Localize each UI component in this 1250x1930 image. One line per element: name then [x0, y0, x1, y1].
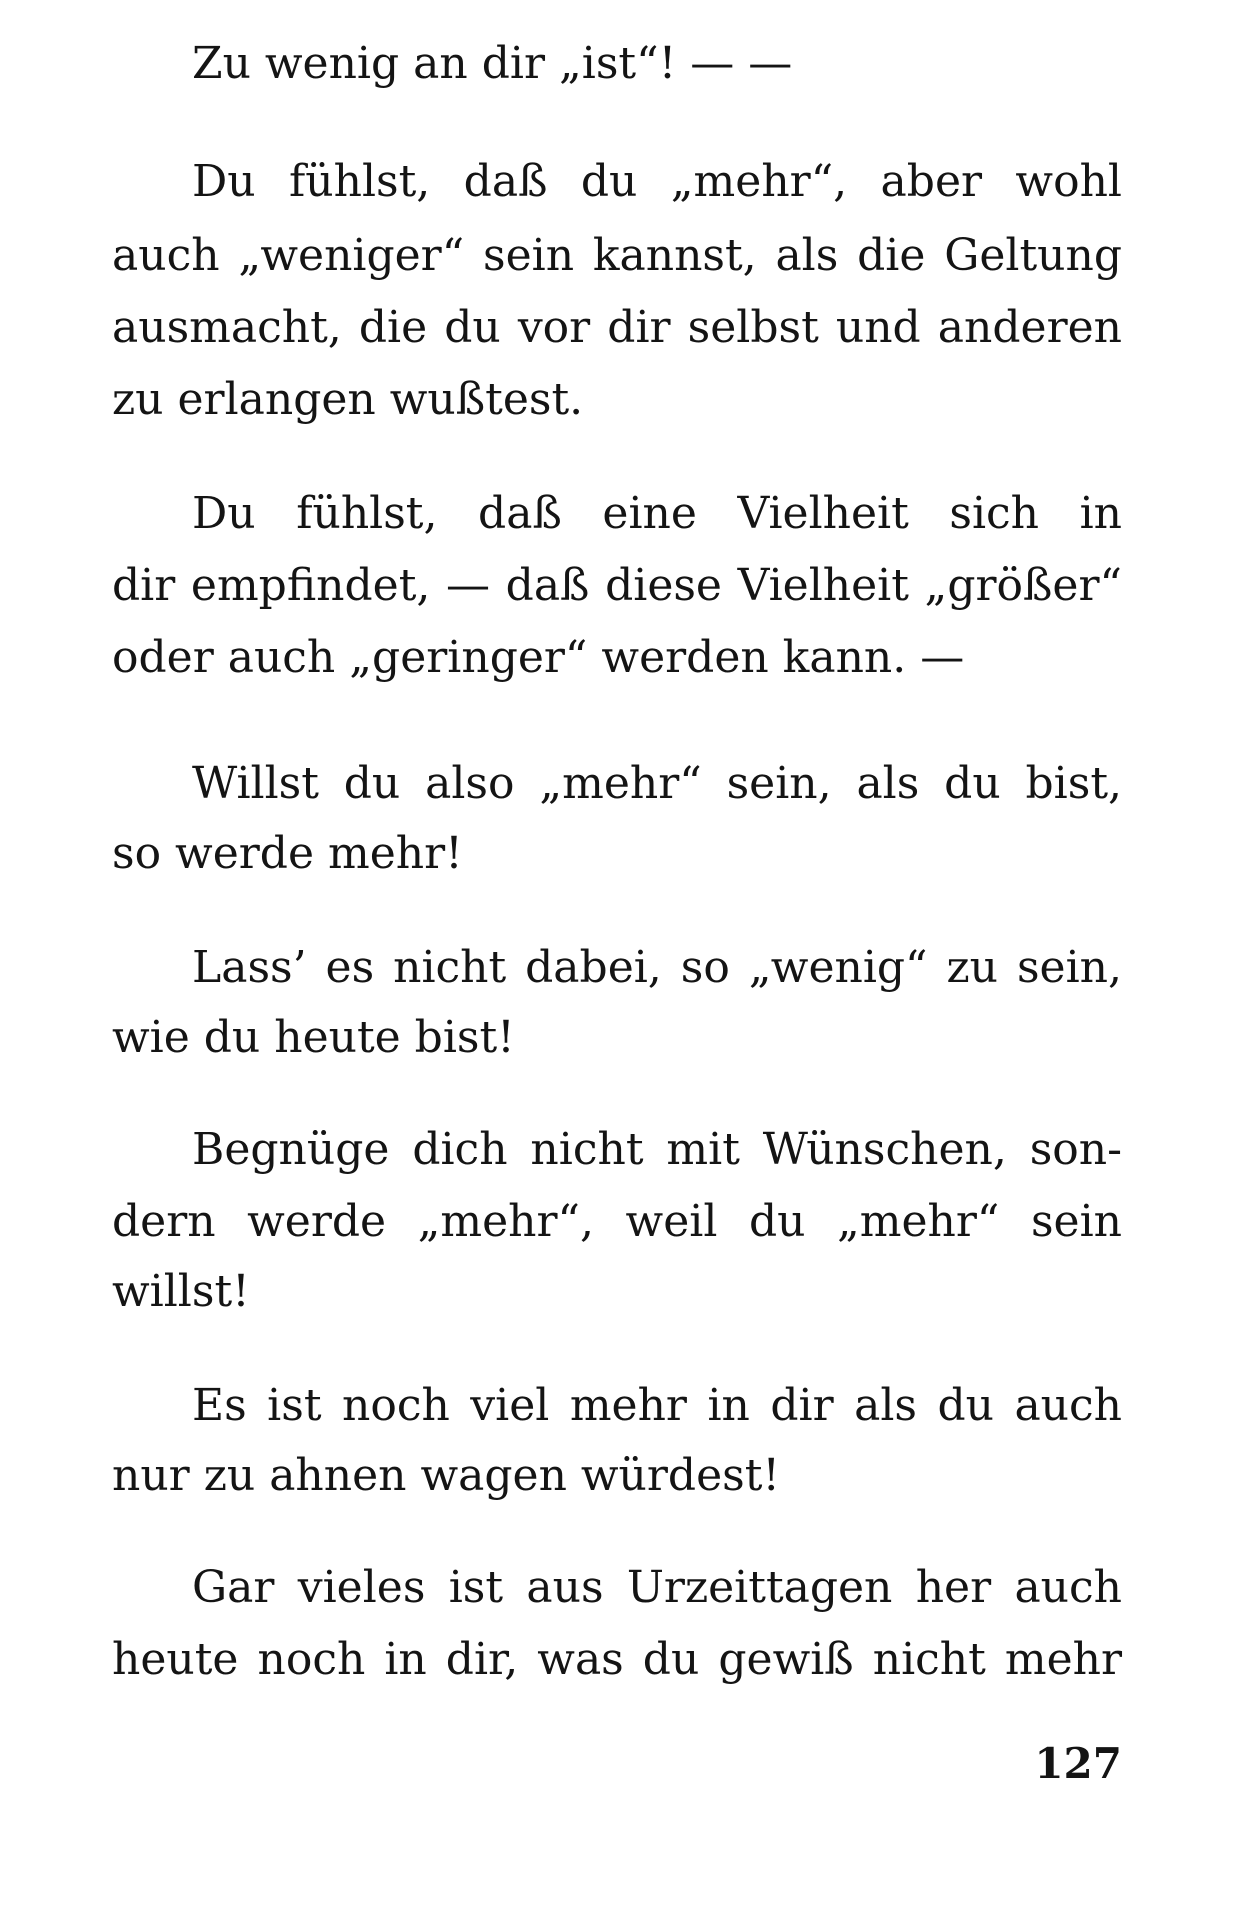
text-line: Willst du also „mehr“ sein, als du bist,: [192, 758, 1122, 809]
text-line: dir empfindet, — daß diese Vielheit „größer“: [112, 560, 1122, 611]
text-line: dern werde „mehr“, weil du „mehr“ sein: [112, 1196, 1122, 1247]
text-line: oder auch „geringer“ werden kann. —: [112, 632, 965, 683]
text-line: heute noch in dir, was du gewiß nicht mehr: [112, 1634, 1122, 1685]
text-line: zu erlangen wußtest.: [112, 374, 584, 425]
text-line: Gar vieles ist aus Urzeittagen her auch: [192, 1562, 1122, 1613]
text-line: ausmacht, die du vor dir selbst und anderen: [112, 302, 1122, 353]
text-line: Zu wenig an dir „ist“! — —: [192, 38, 793, 89]
text-line: Du fühlst, daß eine Vielheit sich in: [192, 488, 1122, 539]
page-number: 127: [1034, 1739, 1122, 1788]
text-line: wie du heute bist!: [112, 1012, 515, 1063]
text-line: Es ist noch viel mehr in dir als du auch: [192, 1380, 1122, 1431]
text-line: Du fühlst, daß du „mehr“, aber wohl: [192, 156, 1122, 207]
text-line: Begnüge dich nicht mit Wünschen, son-: [192, 1124, 1122, 1175]
text-line: willst!: [112, 1266, 250, 1317]
text-line: Lass’ es nicht dabei, so „wenig“ zu sein,: [192, 942, 1122, 993]
text-line: auch „weniger“ sein kannst, als die Geltung: [112, 230, 1122, 281]
text-line: so werde mehr!: [112, 828, 463, 879]
text-line: nur zu ahnen wagen würdest!: [112, 1450, 781, 1501]
